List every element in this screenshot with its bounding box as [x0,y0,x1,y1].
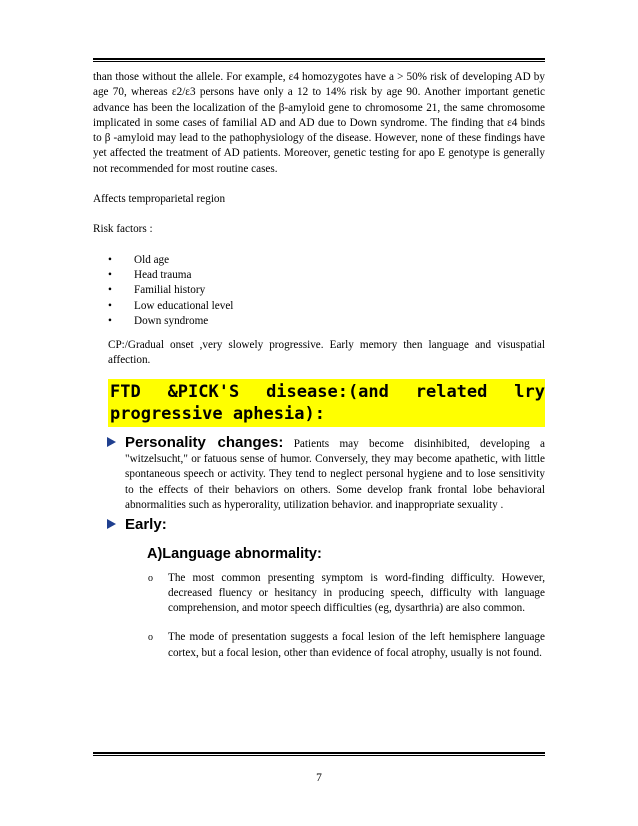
ftd-heading: FTD &PICK'S disease:(and related lry progressive aphesia): [108,379,545,427]
list-item: • Familial history [108,283,545,298]
bullet-icon: • [108,314,112,327]
list-item: • Old age [108,253,545,268]
arrow-bullet-icon [107,519,116,529]
list-item: • Low educational level [108,299,545,314]
cp-paragraph: CP:/Gradual onset ,very slowely progressive. Early memory then language and visuspatial affection. [108,339,545,367]
list-item: o The most common presenting symptom is word-finding difficulty. However, decreased fluency or hesitancy in producing speech, difficulty with language comprehension, and motor speech difficulties (eg, dysarthria) are also common. [148,571,545,615]
page-content [93,70,545,661]
page-number: 7 [316,772,322,784]
personality-item [125,435,545,513]
early-label: Early: [125,516,167,534]
early-item [125,517,545,534]
bullet-icon: • [108,268,112,281]
footer-rule [93,752,545,754]
header-rule [93,58,545,60]
bullet-icon: • [108,299,112,312]
circle-bullet-icon: o [148,632,153,644]
circle-bullet-icon: o [148,572,153,584]
bullet-icon: • [108,284,112,297]
list-item: • Down syndrome [108,314,545,329]
genetics-paragraph: than those without the allele. For example, ε4 homozygotes have a > 50% risk of developing AD by age 70, whereas ε2/ε3 persons have only a 12 to 14% risk by age 90. Another important genetic advance has been the localization of the β-amyloid gene to chromosome 21, the same chromosome implicated in some cases of familial AD and AD due to Down syndrome. The finding that ε4 binds to β -amyloid may lead to the pathophysiology of the disease. However, none of these findings have yet affected the treatment of AD patients. Moreover, genetic testing for apo E genotype is generally not recommended for most routine cases. [93,71,545,175]
personality-label: Personality changes: [125,433,284,451]
risk-factor-list [93,253,545,329]
personality-text: Patients may become disinhibited, developing a "witzelsucht," or fatuous sense of humor. Conversely, they may become apathetic, with little spontaneous speech or activity. They tend to neglect personal hygiene and to lose sensitivity to the effects of their behaviors on others. Some develop frank frontal lobe behavioral abnormalities such as hyperorality, utilization behavior. and inappropriate sexuality . [125,437,546,511]
list-item: • Head trauma [108,268,545,283]
header-rule-thin [93,61,545,62]
affects-line: Affects temproparietal region [93,193,226,206]
bullet-icon: • [108,253,112,266]
footer-rule-thin [93,755,545,756]
list-item: o The mode of presentation suggests a focal lesion of the left hemisphere language cortex, but a focal lesion, other than evidence of focal atrophy, usually is not found. [148,631,545,659]
language-heading: A)Language abnormality: [147,545,322,562]
arrow-bullet-icon [107,437,116,447]
risk-factors-label: Risk factors : [93,223,153,236]
